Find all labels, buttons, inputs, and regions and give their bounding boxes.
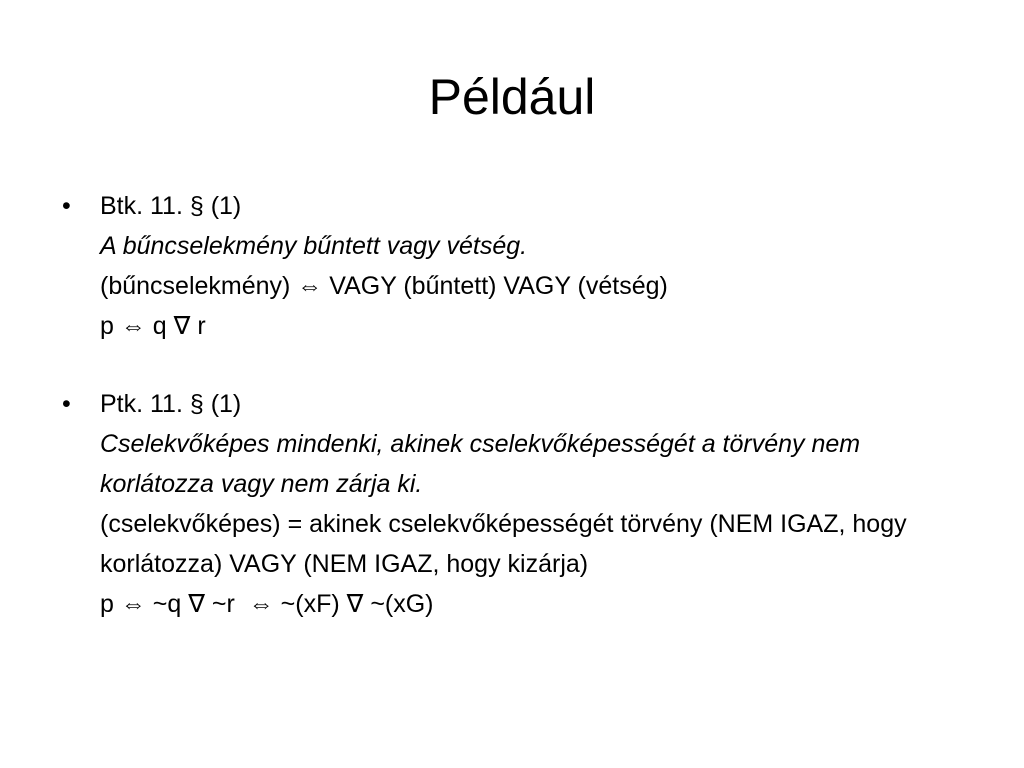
bullet-icon: •: [62, 192, 71, 220]
bullet-icon: •: [62, 390, 71, 418]
law-quote: A bűncselekmény bűntett vagy vétség.: [100, 232, 528, 260]
bullet-list: [60, 186, 980, 662]
bullet-ptk: [60, 384, 980, 624]
bullet-heading: Btk. 11. § (1): [100, 192, 242, 220]
logic-formula: p ⇔ ~q ∇ ~r ⇔ ~(xF) ∇ ~(xG): [100, 590, 434, 618]
paraphrase: (bűncselekmény) ⇔ VAGY (bűntett) VAGY (vétség): [100, 272, 668, 300]
logic-formula: p ⇔ q ∇ r: [100, 312, 206, 340]
slide-title: Például: [428, 69, 596, 125]
bullet-btk: [60, 186, 980, 346]
bullet-heading: Ptk. 11. § (1): [100, 390, 242, 418]
law-quote: Cselekvőképes mindenki, akinek cselekvőképességét a törvény nem korlátozza vagy nem zárja ki.: [100, 430, 861, 498]
paraphrase: (cselekvőképes) = akinek cselekvőképességét törvény (NEM IGAZ, hogy korlátozza) VAGY (NEM IGAZ, hogy kizárja): [100, 510, 907, 578]
